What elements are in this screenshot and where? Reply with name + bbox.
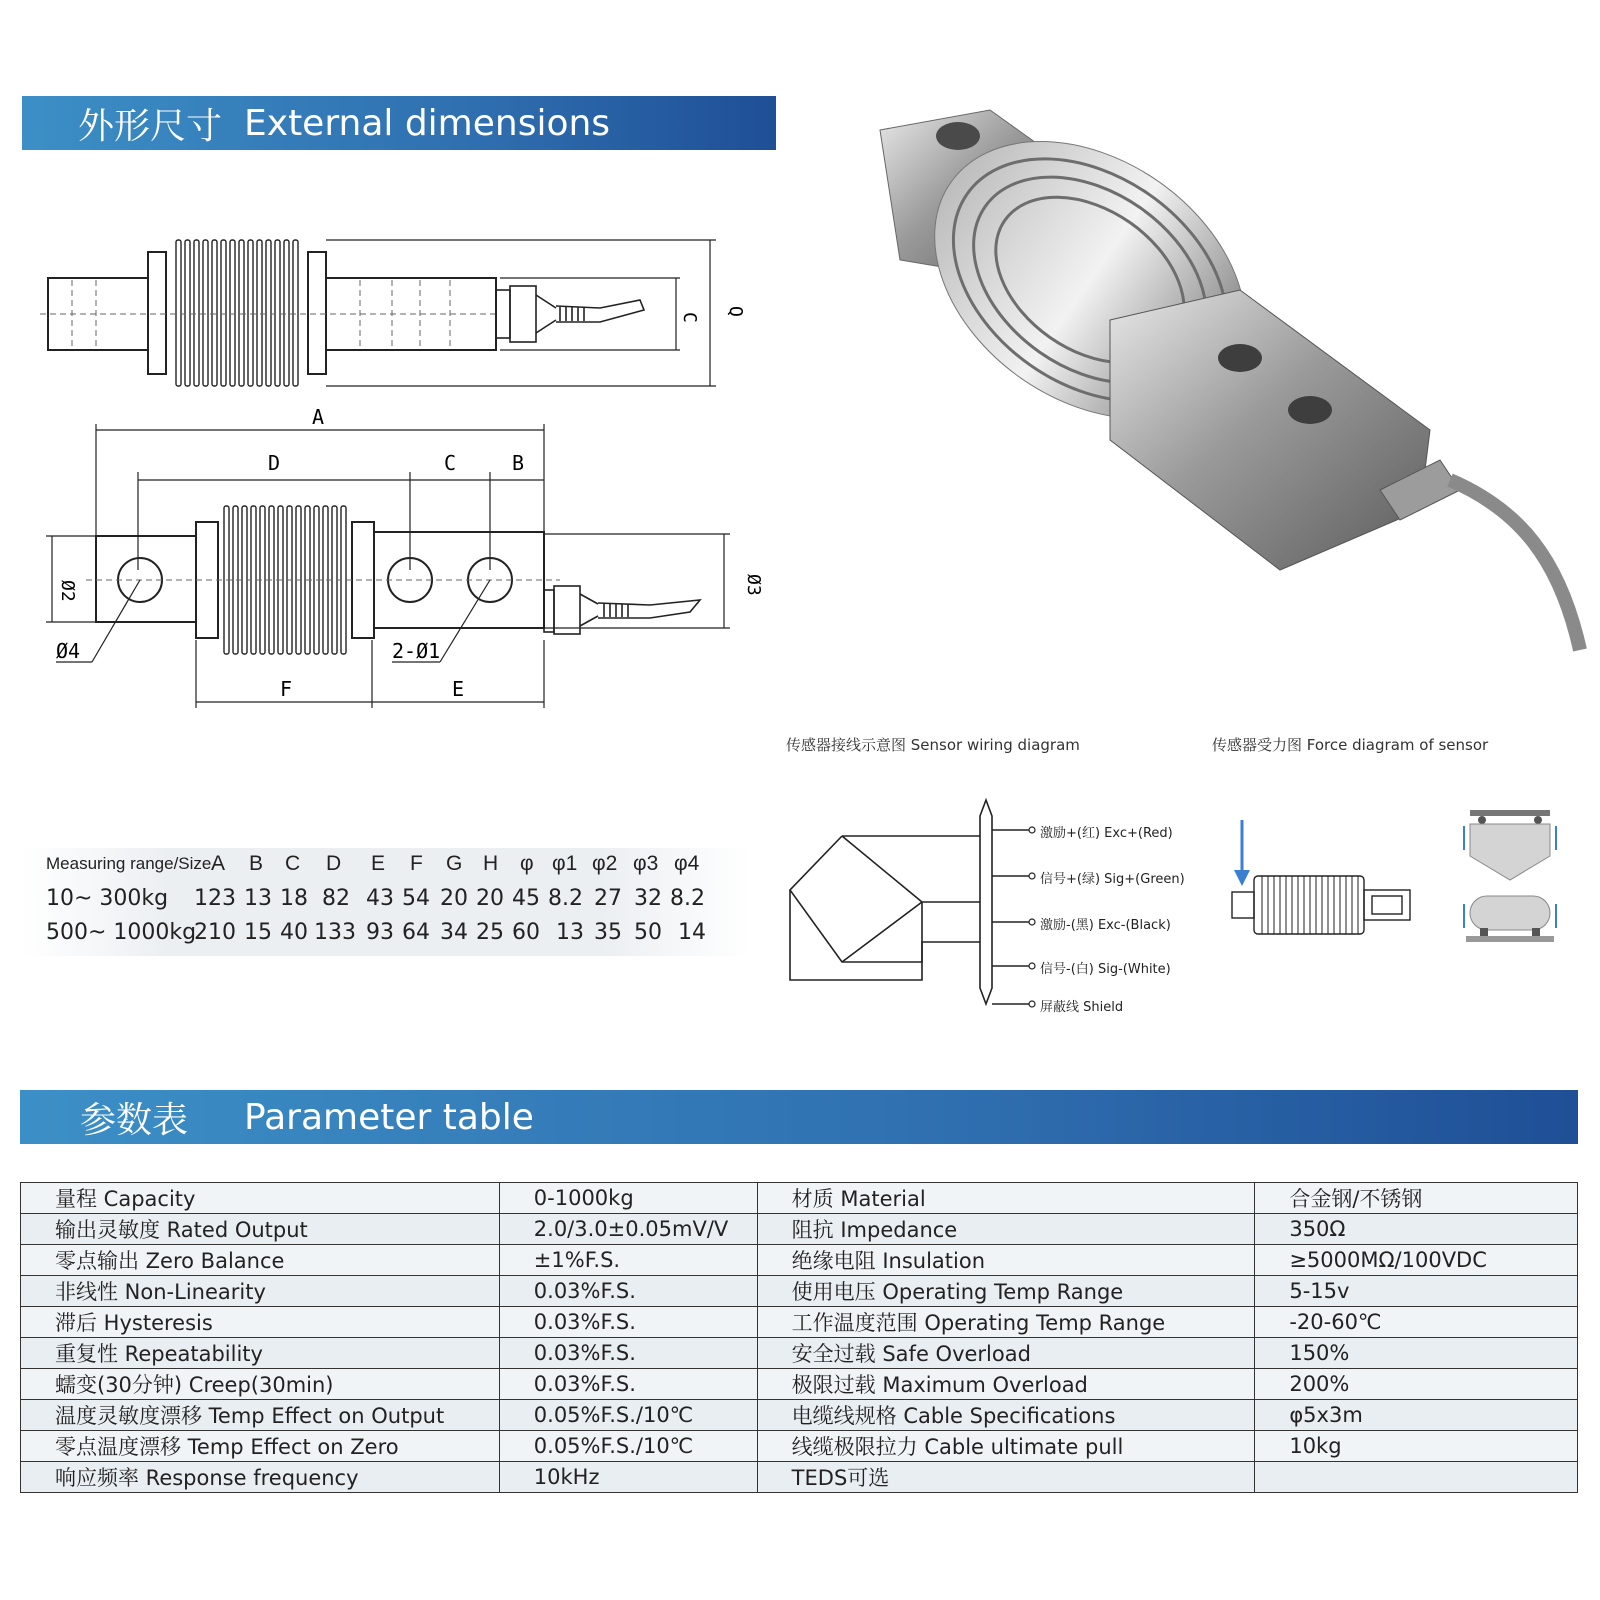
size-cell: 500~ 1000kg [46, 920, 197, 945]
table-row [21, 1245, 1578, 1276]
size-header-cell: D [326, 852, 342, 875]
table-row [21, 1338, 1578, 1369]
param-value: 5-15v [1255, 1276, 1578, 1307]
force-caption: 传感器受力图 Force diagram of sensor [1212, 736, 1489, 754]
size-cell: 13 [244, 886, 272, 911]
size-header-cell: Measuring range/Size [46, 854, 212, 873]
label-phi4: Ø4 [56, 639, 81, 663]
table-row [21, 1183, 1578, 1214]
banner-params-cn: 参数表 [80, 1099, 189, 1141]
size-header-cell: φ [520, 852, 534, 875]
param-name: 工作温度范围 Operating Temp Range [757, 1307, 1255, 1338]
size-cell: 50 [634, 920, 662, 945]
table-row [21, 1276, 1578, 1307]
param-name: TEDS可选 [757, 1462, 1255, 1493]
param-name: 极限过载 Maximum Overload [757, 1369, 1255, 1400]
banner-params-en: Parameter table [244, 1096, 534, 1138]
size-header-cell: C [285, 852, 301, 875]
size-cell: 210 [194, 920, 236, 945]
bellows-ribs [176, 240, 298, 386]
param-name: 线缆极限拉力 Cable ultimate pull [757, 1431, 1255, 1462]
banner-title-cn: 外形尺寸 [78, 105, 223, 147]
force-diagram-sensor [1220, 810, 1420, 950]
param-value: 0.05%F.S./10℃ [499, 1431, 757, 1462]
banner-title-en: External dimensions [244, 102, 611, 144]
table-row [21, 1431, 1578, 1462]
parameter-table-banner [20, 1090, 1578, 1144]
top-hole [936, 122, 980, 150]
param-value: 合金钢/不锈钢 [1255, 1183, 1578, 1214]
size-cell: 20 [476, 886, 504, 911]
cable-gland [496, 286, 644, 342]
size-header-cell: H [483, 852, 499, 875]
label-c-side: C [679, 312, 700, 323]
size-cell: 60 [512, 920, 540, 945]
parameter-table [20, 1182, 1578, 1493]
size-cell: 13 [556, 920, 584, 945]
label-phi3: Ø3 [743, 574, 764, 596]
size-cell: 93 [366, 920, 394, 945]
label-e: E [452, 677, 465, 701]
param-value: -20-60℃ [1255, 1307, 1578, 1338]
label-phi2: Ø2 [57, 580, 78, 602]
param-name: 非线性 Non-Linearity [21, 1276, 500, 1307]
param-value: 0.03%F.S. [499, 1338, 757, 1369]
size-cell: 14 [678, 920, 706, 945]
size-cell: 15 [244, 920, 272, 945]
param-name: 蠕变(30分钟) Creep(30min) [21, 1369, 500, 1400]
size-header-cell: φ1 [552, 852, 578, 875]
size-header-cell: φ3 [633, 852, 659, 875]
param-name: 量程 Capacity [21, 1183, 500, 1214]
label-q-side: Q [725, 306, 746, 317]
size-header-cell: B [249, 852, 264, 875]
param-value: 200% [1255, 1369, 1578, 1400]
wire-label-sig-minus: 信号-(白) Sig-(White) [1040, 962, 1171, 977]
wire-label-exc-plus: 激励+(红) Exc+(Red) [1040, 826, 1173, 841]
size-table-row [20, 918, 750, 952]
size-header-cell: φ4 [674, 852, 700, 875]
param-value: ±1%F.S. [499, 1245, 757, 1276]
load-cell-photo [840, 90, 1600, 710]
force-diagram-vessels [1460, 800, 1570, 960]
sensor-ribs [1262, 876, 1358, 934]
param-name: 零点输出 Zero Balance [21, 1245, 500, 1276]
param-value: 150% [1255, 1338, 1578, 1369]
bottom-hole-2 [1288, 396, 1332, 424]
size-cell: 43 [366, 886, 394, 911]
param-name: 安全过载 Safe Overload [757, 1338, 1255, 1369]
size-header-cell: φ2 [592, 852, 618, 875]
size-cell: 25 [476, 920, 504, 945]
size-cell: 8.2 [548, 886, 583, 911]
size-header-cell: E [371, 852, 386, 875]
param-value: 0.03%F.S. [499, 1276, 757, 1307]
size-cell: 64 [402, 920, 430, 945]
top-view-drawing [0, 400, 780, 730]
param-name: 使用电压 Operating Temp Range [757, 1276, 1255, 1307]
external-dimensions-banner [22, 96, 776, 150]
table-row [21, 1369, 1578, 1400]
size-cell: 82 [322, 886, 350, 911]
param-value: ≥5000MΩ/100VDC [1255, 1245, 1578, 1276]
size-cell: 45 [512, 886, 540, 911]
param-value: 10kHz [499, 1462, 757, 1493]
size-header-cell: A [211, 852, 226, 875]
wire-label-sig-plus: 信号+(绿) Sig+(Green) [1040, 872, 1185, 887]
wire-label-shield: 屏蔽线 Shield [1040, 1000, 1124, 1015]
tank-icon [1464, 896, 1556, 942]
param-value: 350Ω [1255, 1214, 1578, 1245]
param-name: 电缆线规格 Cable Specifications [757, 1400, 1255, 1431]
param-value: 0.05%F.S./10℃ [499, 1400, 757, 1431]
cable-bundle [980, 800, 992, 1004]
param-value: 2.0/3.0±0.05mV/V [499, 1214, 757, 1245]
size-cell: 27 [594, 886, 622, 911]
size-table-row [20, 884, 750, 918]
side-view-drawing [0, 200, 780, 400]
left-flange [148, 252, 166, 374]
size-cell: 10~ 300kg [46, 886, 169, 911]
param-name: 滞后 Hysteresis [21, 1307, 500, 1338]
label-b: B [512, 451, 525, 475]
size-header-cell: F [410, 852, 423, 875]
cable-gland-top [544, 586, 700, 634]
label-f: F [280, 677, 293, 701]
param-value: 0.03%F.S. [499, 1369, 757, 1400]
size-cell: 34 [440, 920, 468, 945]
table-row [21, 1400, 1578, 1431]
size-cell: 123 [194, 886, 236, 911]
size-table [20, 848, 750, 956]
table-row [21, 1214, 1578, 1245]
param-name: 重复性 Repeatability [21, 1338, 500, 1369]
param-value [1255, 1462, 1578, 1493]
wiring-diagram [780, 790, 1040, 1020]
param-value: 0-1000kg [499, 1183, 757, 1214]
param-name: 输出灵敏度 Rated Output [21, 1214, 500, 1245]
size-cell: 20 [440, 886, 468, 911]
param-value: 0.03%F.S. [499, 1307, 757, 1338]
left-block-top [96, 536, 196, 622]
size-cell: 40 [280, 920, 308, 945]
hopper-icon [1464, 810, 1556, 880]
param-name: 温度灵敏度漂移 Temp Effect on Output [21, 1400, 500, 1431]
size-cell: 32 [634, 886, 662, 911]
size-header-cell: G [446, 852, 463, 875]
down-arrow-icon [1234, 820, 1250, 886]
label-d: D [268, 451, 281, 475]
param-name: 零点温度漂移 Temp Effect on Zero [21, 1431, 500, 1462]
wire-label-exc-minus: 激励-(黑) Exc-(Black) [1040, 918, 1171, 933]
bottom-block [1110, 290, 1430, 570]
label-2phi1: 2-Ø1 [392, 639, 441, 663]
param-name: 阻抗 Impedance [757, 1214, 1255, 1245]
size-cell: 133 [314, 920, 356, 945]
param-name: 绝缘电阻 Insulation [757, 1245, 1255, 1276]
param-name: 材质 Material [757, 1183, 1255, 1214]
size-cell: 54 [402, 886, 430, 911]
size-cell: 8.2 [670, 886, 705, 911]
param-value: 10kg [1255, 1431, 1578, 1462]
right-flange [308, 252, 326, 374]
param-name: 响应频率 Response frequency [21, 1462, 500, 1493]
bottom-hole-1 [1218, 344, 1262, 372]
param-value: φ5x3m [1255, 1400, 1578, 1431]
size-cell: 18 [280, 886, 308, 911]
wiring-caption: 传感器接线示意图 Sensor wiring diagram [786, 736, 1080, 754]
table-row [21, 1462, 1578, 1493]
size-cell: 35 [594, 920, 622, 945]
cable-photo [1450, 480, 1580, 650]
table-row [21, 1307, 1578, 1338]
label-a: A [312, 405, 325, 429]
label-c: C [444, 451, 457, 475]
size-table-header [20, 850, 750, 884]
